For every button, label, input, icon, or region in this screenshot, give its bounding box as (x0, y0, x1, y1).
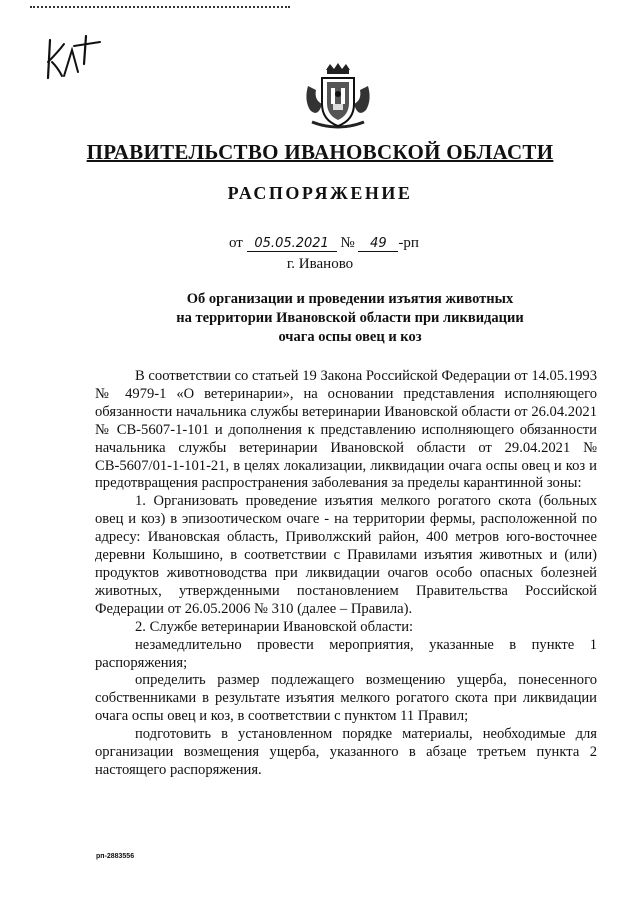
order-suffix: -рп (398, 235, 419, 251)
subject-line-2: на территории Ивановской области при ликвидации (176, 310, 524, 326)
city-name: г. Иваново (286, 256, 354, 272)
item-2-paragraph: 2. Службе ветеринарии Ивановской области: (135, 618, 414, 635)
document-body (95, 368, 597, 780)
government-title-text: ПРАВИТЕЛЬСТВО ИВАНОВСКОЙ ОБЛАСТИ (86, 140, 554, 164)
item-2-b-paragraph: определить размер подлежащего возмещению ущерба, понесенного собственниками в результате изъятия мелкого рогатого скота при ликвидации очага оспы овец и коз, в соответствии с пунктом 11 Правил; (95, 672, 597, 725)
document-subject (150, 290, 550, 347)
item-2-a-paragraph: незамедлительно провести мероприятия, указанные в пункте 1 распоряжения; (95, 636, 597, 671)
handwritten-mark (44, 32, 104, 82)
subject-line-3: очага оспы овец и коз (278, 329, 422, 345)
from-label: от (229, 235, 243, 251)
coat-of-arms-emblem (300, 60, 376, 136)
document-code: рп-2883556 (96, 853, 135, 860)
government-title (0, 140, 640, 165)
order-date-number-line (229, 235, 419, 252)
top-border-line (30, 6, 290, 11)
order-date: 05.05.2021 (247, 236, 337, 252)
subject-line-1: Об организации и проведении изъятия животных (186, 291, 514, 307)
order-number: 49 (358, 236, 398, 252)
intro-paragraph: В соответствии со статьей 19 Закона Российской Федерации от 14.05.1993 № 4979-1 «О ветеринарии», на основании представления исполняющего обязанности начальника службы ветеринарии Ивановской области от 26.04.2021 № СВ-5607-1-101 и дополнения к представлению исполняющего обязанности начальника службы ветеринарии Ивановской области от 29.04.2021 № СВ-5607/01-1-101-21, в целях локализации, ликвидации очага оспы овец и коз и предотвращения распространения заболевания за пределы карантинной зоны: (95, 368, 597, 492)
item-2-c-paragraph: подготовить в установленном порядке материалы, необходимые для организации возмещения ущерба, указанного в абзаце третьем пункта 2 настоящего распоряжения. (95, 726, 597, 778)
number-label: № (340, 235, 355, 251)
document-type: РАСПОРЯЖЕНИЕ (227, 183, 413, 203)
item-1-paragraph: 1. Организовать проведение изъятия мелкого рогатого скота (больных овец и коз) в эпизоотическом очаге - на территории фермы, расположенной по адресу: Ивановская область, Приволжский район, 400 метров юго-восточнее деревни Колышино, в соответствии с Правилами изъятия животных и (или) продуктов животноводства при ликвидации очагов особо опасных болезней животных, утвержденными постановлением Правительства Российской Федерации от 26.05.2006 № 310 (далее – Правила). (95, 493, 597, 617)
